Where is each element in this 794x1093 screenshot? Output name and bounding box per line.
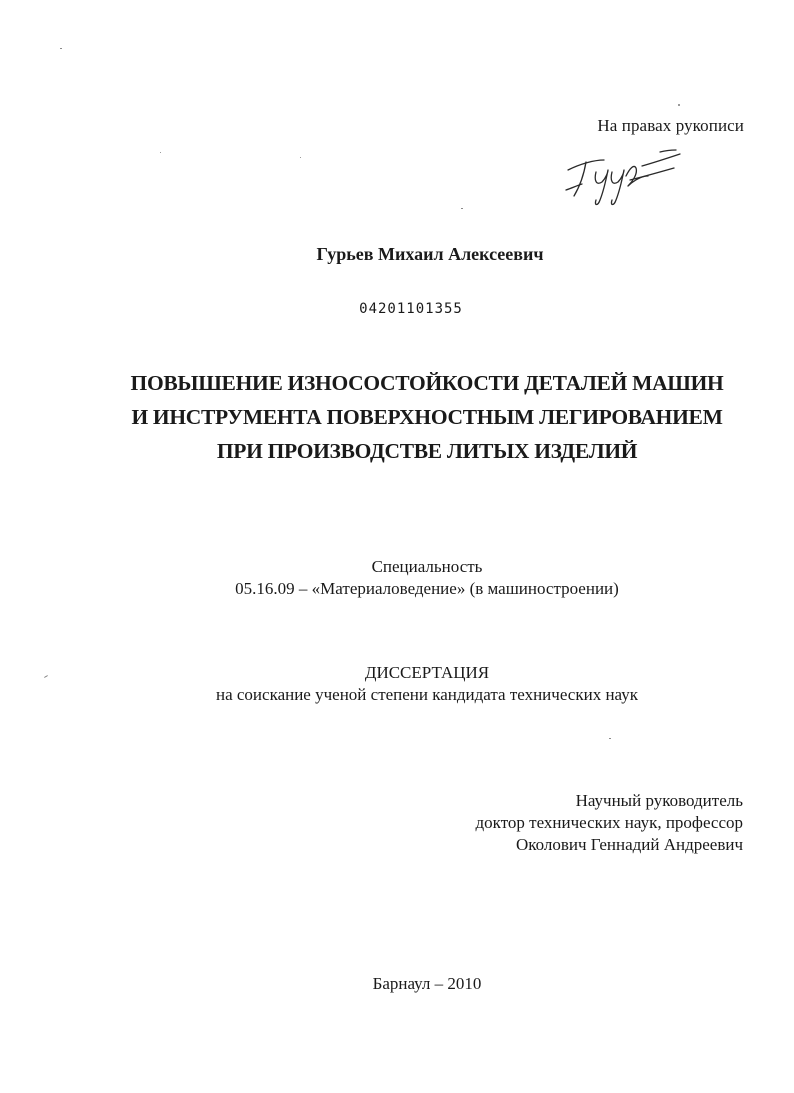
document-code: 04201101355 <box>359 301 463 317</box>
dissertation-block <box>0 662 794 706</box>
specialty-label: Специальность <box>371 557 483 576</box>
author-name: Гурьев Михаил Алексеевич <box>316 244 544 264</box>
supervisor-name: Околович Геннадий Андреевич <box>515 835 743 854</box>
scan-speck <box>60 48 62 49</box>
supervisor-block <box>476 790 743 856</box>
specialty-block <box>0 556 794 600</box>
specialty-value: 05.16.09 – «Материаловедение» (в машиностроении) <box>235 579 619 598</box>
dissertation-purpose: на соискание ученой степени кандидата технических наук <box>215 685 638 704</box>
scan-speck <box>461 208 463 209</box>
scan-speck <box>160 152 161 153</box>
scan-speck <box>609 738 611 739</box>
handwritten-signature <box>560 146 690 210</box>
dissertation-label: ДИССЕРТАЦИЯ <box>364 663 490 682</box>
city-year: Барнаул – 2010 <box>372 974 482 993</box>
title-line-1: ПОВЫШЕНИЕ ИЗНОСОСТОЙКОСТИ ДЕТАЛЕЙ МАШИН <box>130 371 724 395</box>
scan-speck <box>678 104 680 106</box>
scan-speck <box>300 157 301 158</box>
dissertation-title <box>0 366 794 468</box>
supervisor-role: Научный руководитель <box>575 791 743 810</box>
rights-note: На правах рукописи <box>597 116 744 135</box>
supervisor-degree: доктор технических наук, профессор <box>475 813 743 832</box>
title-line-2: И ИНСТРУМЕНТА ПОВЕРХНОСТНЫМ ЛЕГИРОВАНИЕМ <box>131 405 723 429</box>
title-line-3: ПРИ ПРОИЗВОДСТВЕ ЛИТЫХ ИЗДЕЛИЙ <box>216 439 638 463</box>
